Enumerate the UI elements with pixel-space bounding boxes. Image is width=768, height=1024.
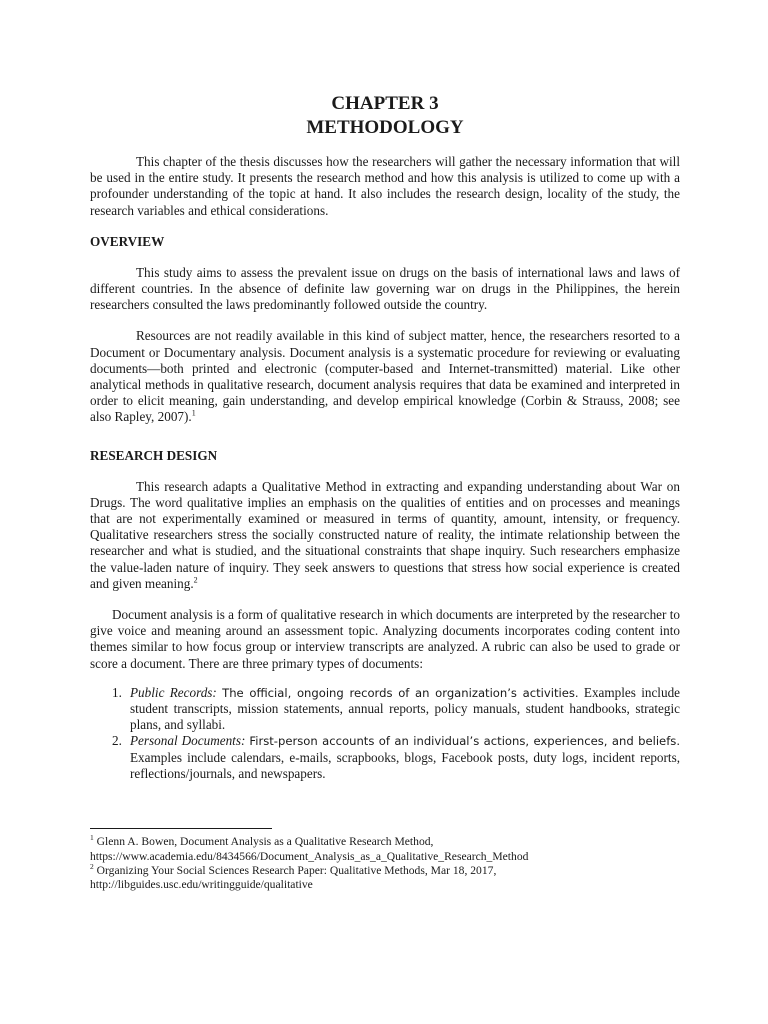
overview-paragraph-1: This study aims to assess the prevalent issue on drugs on the basis of international laws and laws of different countries. In the absence of definite law governing war on drugs in the Philippines, the herein researchers consulted the laws predominantly followed outside the country. xyxy=(90,264,680,313)
list-item-rest: Examples include student transcripts, mission statements, annual reports, policy manuals, student handbooks, strategic plans, and syllabi. xyxy=(130,684,681,733)
list-item-lead: The official, ongoing records of an organization’s activities. xyxy=(222,685,579,700)
list-item-label: Personal Documents: xyxy=(130,733,246,749)
overview-paragraph-2 xyxy=(90,328,680,425)
list-item-label: Public Records: xyxy=(130,684,217,700)
list-item xyxy=(90,685,680,734)
research-design-heading: RESEARCH DESIGN xyxy=(90,447,218,463)
list-item-number: 2. xyxy=(112,733,122,749)
overview-paragraph-2-text: Resources are not readily available in this kind of subject matter, hence, the researchers resorted to a Document or Documentary analysis. Document analysis is a systematic procedure for reviewing or evaluating documents—both printed and electronic (computer-based and Internet-transmitted) material. Like other analytical methods in qualitative research, document analysis requires that data be examined and interpreted in order to elicit meaning, gain understanding, and develop empirical knowledge (Corbin & Strauss, 2008; see also Rapley, 2007). xyxy=(90,328,680,425)
footnote-url: https://www.academia.edu/8434566/Document_Analysis_as_a_Qualitative_Research_Method xyxy=(90,849,529,863)
research-design-paragraph-2: Document analysis is a form of qualitative research in which documents are interpreted by the researcher to give voice and meaning around an assessment topic. Analyzing documents incorporates coding content into themes similar to how focus group or interview transcripts are analyzed. A rubric can also be used to grade or score a document. There are three primary types of documents: xyxy=(90,607,680,671)
intro-paragraph: This chapter of the thesis discusses how the researchers will gather the necessary information that will be used in the entire study. It presents the research method and how this analysis is utilized to come up with a profounder understanding of the topic at hand. It also includes the research design, locality of the study, the research variables and ethical considerations. xyxy=(90,154,680,218)
chapter-title xyxy=(90,92,680,140)
list-item-lead: First-person accounts of an individual’s actions, experiences, and beliefs. xyxy=(249,734,681,749)
chapter-name: METHODOLOGY xyxy=(306,117,464,138)
footnote-divider xyxy=(90,828,272,829)
footnote-number: 2 xyxy=(90,862,94,872)
footnote-url: http://libguides.usc.edu/writingguide/qualitative xyxy=(90,878,313,892)
overview-heading: OVERVIEW xyxy=(90,233,165,249)
footnote-citation: Glenn A. Bowen, Document Analysis as a Qualitative Research Method, xyxy=(96,835,434,849)
chapter-number: CHAPTER 3 xyxy=(331,93,439,114)
footnote-citation: Organizing Your Social Sciences Research Paper: Qualitative Methods, Mar 18, 2017, xyxy=(96,863,497,877)
document-types-list xyxy=(90,685,680,782)
footnote-1 xyxy=(90,835,680,864)
list-item-number: 1. xyxy=(112,684,122,700)
footnote-ref-1: 1 xyxy=(191,409,196,419)
research-design-paragraph-1 xyxy=(90,479,680,592)
list-item xyxy=(90,733,680,782)
footnote-ref-2: 2 xyxy=(193,575,198,585)
footnote-2 xyxy=(90,864,680,893)
list-item-rest: Examples include calendars, e-mails, scrapbooks, blogs, Facebook posts, duty logs, incident reports, reflections/journals, and newspapers. xyxy=(130,749,680,781)
research-design-paragraph-1-text: This research adapts a Qualitative Method in extracting and expanding understanding about War on Drugs. The word qualitative implies an emphasis on the qualities of entities and on processes and meanings that are not experimentally examined or measured in terms of quantity, amount, intensity, or frequency. Qualitative researchers stress the socially constructed nature of reality, the intimate relationship between the researcher and what is studied, and the situational constraints that shape inquiry. Such researchers emphasize the value-laden nature of inquiry. They seek answers to questions that stress how social experience is created and given meaning. xyxy=(90,478,680,591)
footnote-number: 1 xyxy=(90,833,94,843)
